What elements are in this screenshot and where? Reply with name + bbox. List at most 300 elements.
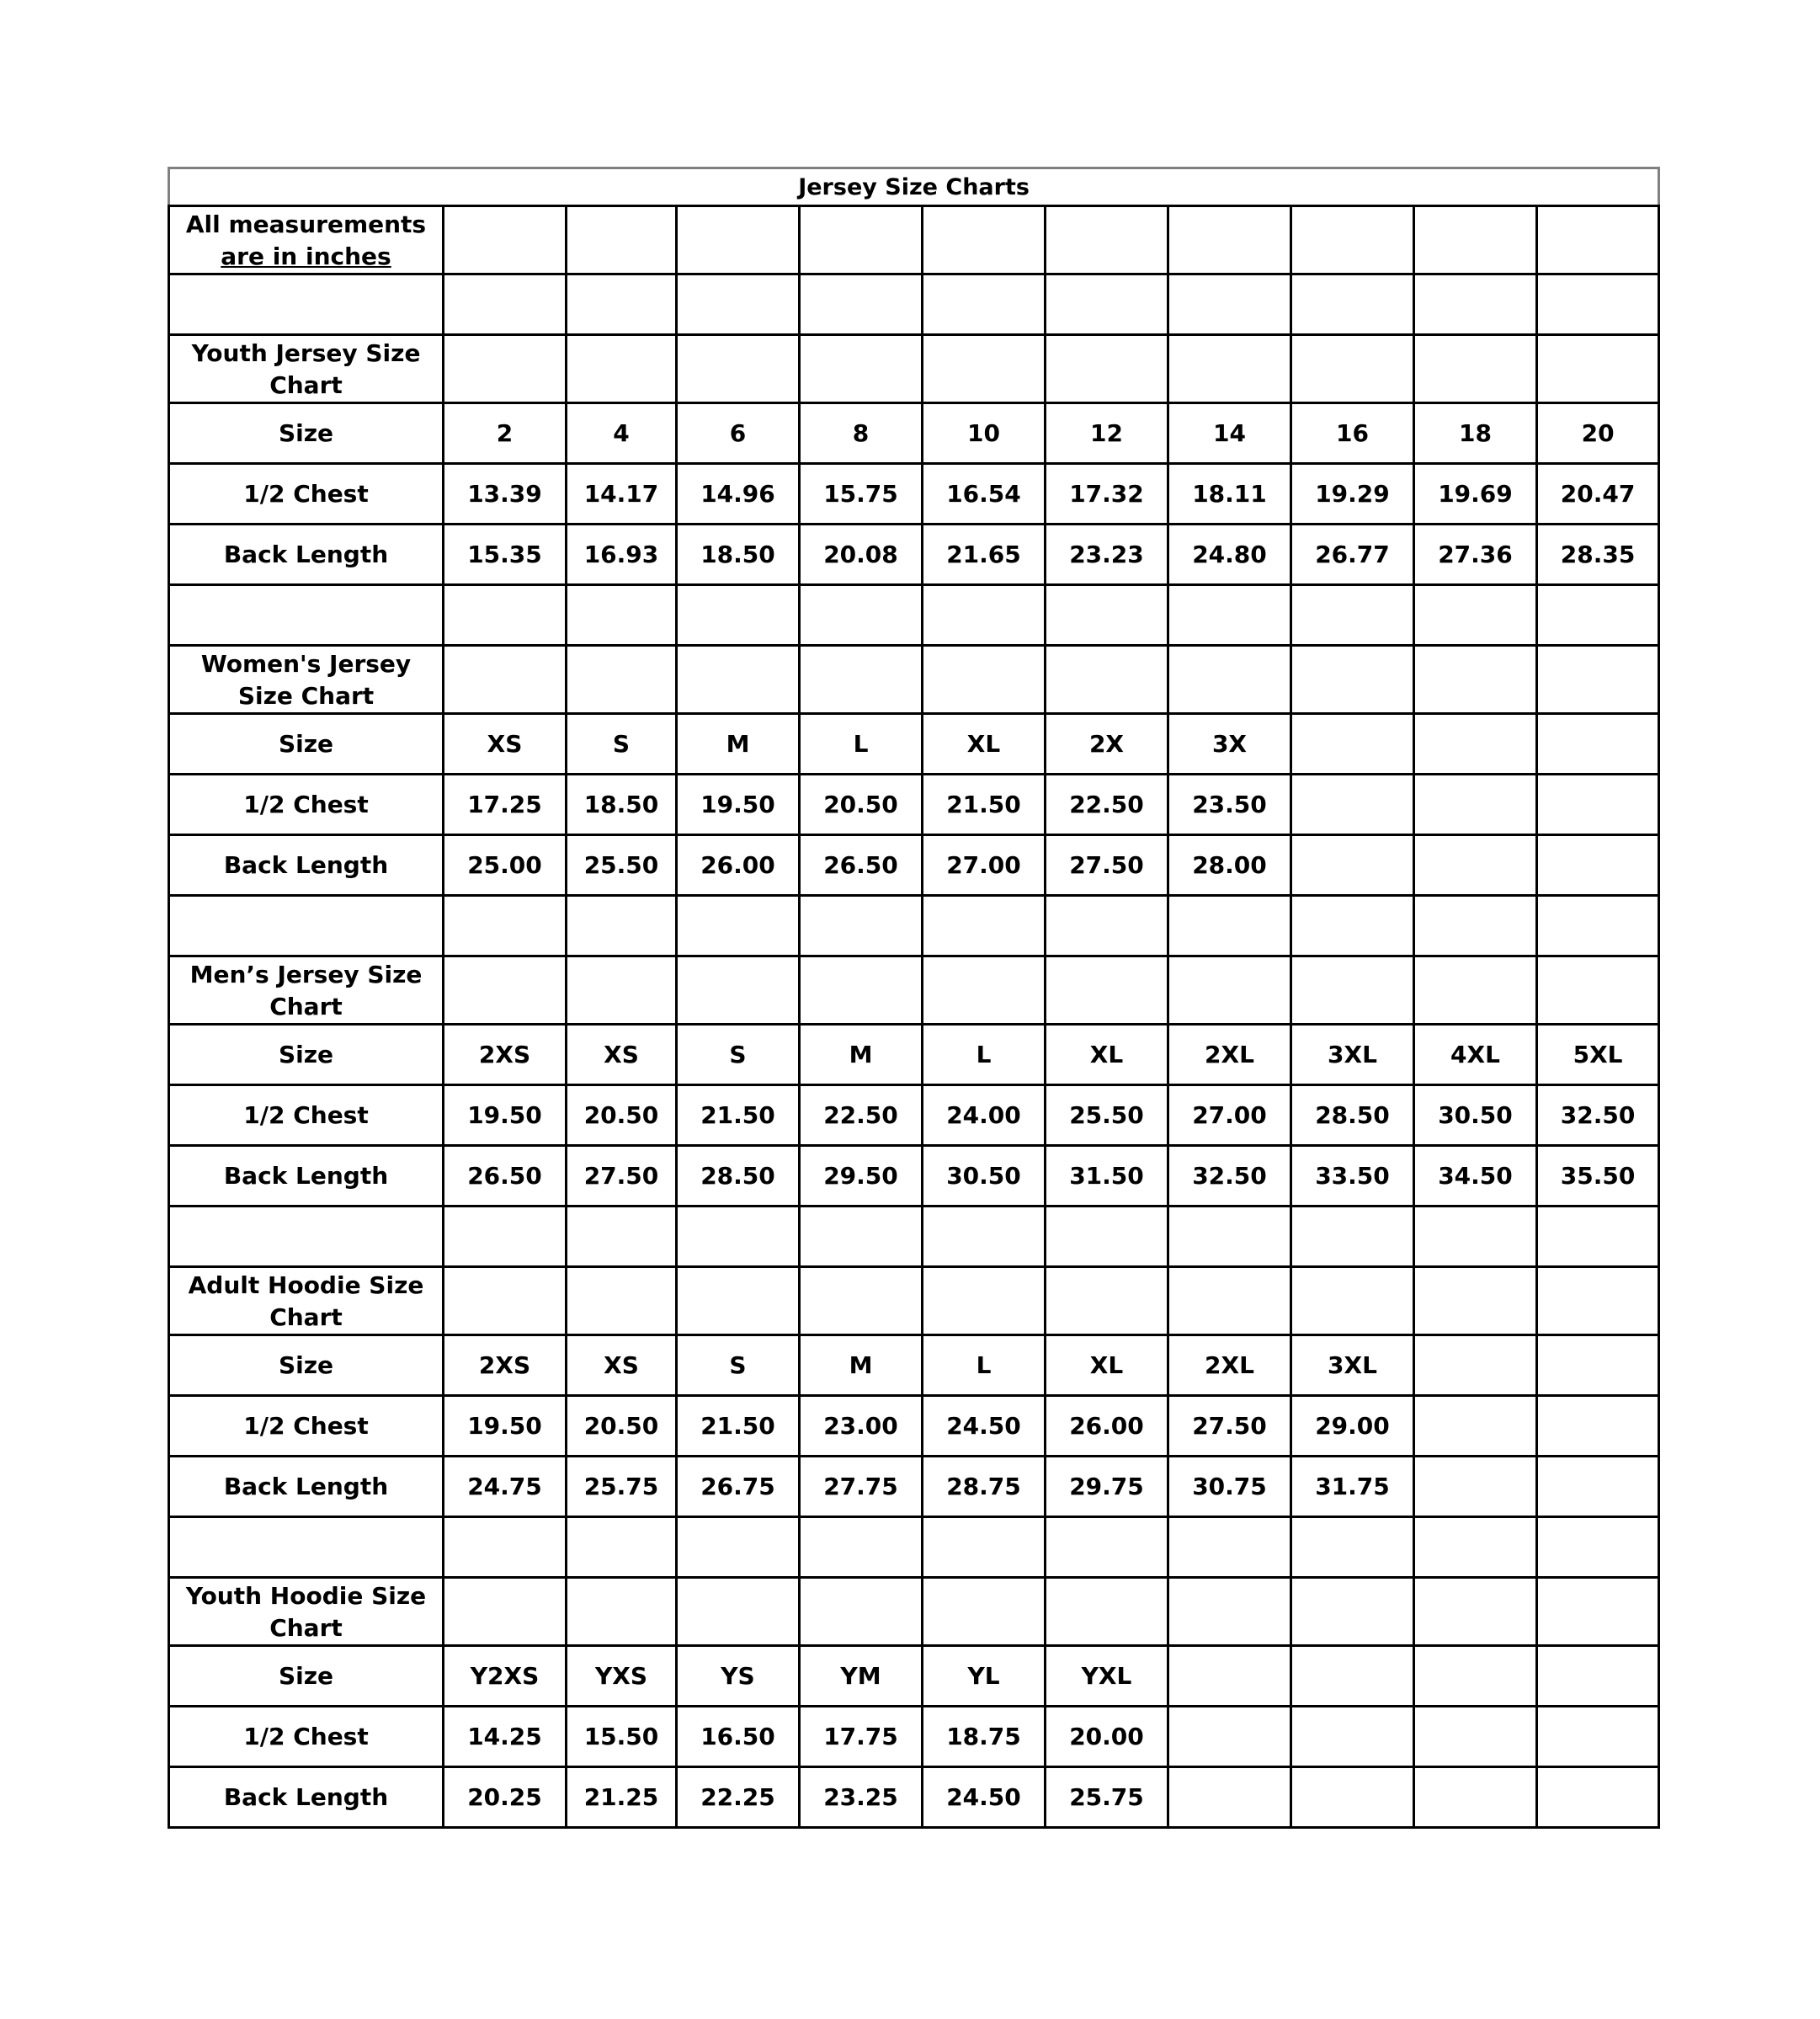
row-label: Back Length <box>169 1767 444 1828</box>
table-row <box>169 1335 1659 1396</box>
value-cell: M <box>677 714 800 775</box>
value-cell: 15.50 <box>567 1707 677 1767</box>
value-cell: 16 <box>1291 403 1414 464</box>
table-cell <box>1414 335 1537 403</box>
value-cell: 4XL <box>1414 1025 1537 1085</box>
table-cell <box>677 274 800 335</box>
table-cell <box>1291 1578 1414 1646</box>
measurement-note <box>169 206 444 274</box>
value-cell: XS <box>567 1335 677 1396</box>
value-cell <box>1414 1707 1537 1767</box>
table-cell <box>800 274 923 335</box>
value-cell: 26.50 <box>800 835 923 896</box>
value-cell: 15.75 <box>800 464 923 525</box>
value-cell: XL <box>923 714 1046 775</box>
value-cell <box>1291 1767 1414 1828</box>
table-cell <box>800 896 923 956</box>
table-cell <box>677 206 800 274</box>
value-cell: 18.50 <box>567 775 677 835</box>
value-cell: 13.39 <box>444 464 567 525</box>
value-cell <box>1414 1767 1537 1828</box>
value-cell: M <box>800 1025 923 1085</box>
section-heading-row <box>169 646 1659 714</box>
value-cell: 18.50 <box>677 525 800 585</box>
row-label-cell <box>169 585 444 646</box>
value-cell: 4 <box>567 403 677 464</box>
value-cell: 27.36 <box>1414 525 1537 585</box>
table-cell <box>1414 206 1537 274</box>
value-cell: 14.17 <box>567 464 677 525</box>
row-label: 1/2 Chest <box>169 1396 444 1457</box>
value-cell: 28.50 <box>1291 1085 1414 1146</box>
table-cell <box>1168 335 1291 403</box>
value-cell: 21.50 <box>677 1085 800 1146</box>
table-cell <box>567 956 677 1025</box>
value-cell: 20.50 <box>567 1085 677 1146</box>
value-cell: 2XS <box>444 1025 567 1085</box>
value-cell: 26.00 <box>677 835 800 896</box>
table-row <box>169 1646 1659 1707</box>
value-cell: 28.00 <box>1168 835 1291 896</box>
value-cell: 26.77 <box>1291 525 1414 585</box>
size-chart-table <box>168 167 1660 1829</box>
table-cell <box>677 1578 800 1646</box>
table-cell <box>1414 896 1537 956</box>
spacer-row <box>169 896 1659 956</box>
table-cell <box>1414 1578 1537 1646</box>
table-row <box>169 1085 1659 1146</box>
row-label-cell <box>169 274 444 335</box>
table-cell <box>567 1578 677 1646</box>
value-cell: 31.75 <box>1291 1457 1414 1517</box>
table-cell <box>1537 335 1659 403</box>
table-row <box>169 403 1659 464</box>
row-label: 1/2 Chest <box>169 775 444 835</box>
section-heading <box>169 335 444 403</box>
value-cell: 20.08 <box>800 525 923 585</box>
table-row <box>169 1146 1659 1207</box>
value-cell: 10 <box>923 403 1046 464</box>
table-cell <box>800 1517 923 1578</box>
value-cell: 26.50 <box>444 1146 567 1207</box>
table-row <box>169 464 1659 525</box>
table-cell <box>677 896 800 956</box>
table-cell <box>1537 1578 1659 1646</box>
table-cell <box>800 1207 923 1267</box>
spacer-row <box>169 585 1659 646</box>
value-cell: 31.50 <box>1046 1146 1168 1207</box>
table-cell <box>567 1207 677 1267</box>
value-cell: 16.93 <box>567 525 677 585</box>
table-cell <box>1537 1267 1659 1335</box>
value-cell <box>1537 1457 1659 1517</box>
value-cell: L <box>800 714 923 775</box>
value-cell: 21.50 <box>923 775 1046 835</box>
size-chart-body <box>169 168 1659 1828</box>
table-cell <box>677 585 800 646</box>
table-cell <box>444 1517 567 1578</box>
table-cell <box>567 274 677 335</box>
row-label: Back Length <box>169 1146 444 1207</box>
value-cell: YL <box>923 1646 1046 1707</box>
table-cell <box>444 896 567 956</box>
value-cell <box>1414 1646 1537 1707</box>
table-cell <box>1046 585 1168 646</box>
table-cell <box>1291 206 1414 274</box>
table-row <box>169 1457 1659 1517</box>
value-cell: 18 <box>1414 403 1537 464</box>
value-cell: 12 <box>1046 403 1168 464</box>
value-cell <box>1291 714 1414 775</box>
table-cell <box>1046 1517 1168 1578</box>
measurement-note-row <box>169 206 1659 274</box>
row-label-cell <box>169 1207 444 1267</box>
value-cell: 32.50 <box>1537 1085 1659 1146</box>
table-cell <box>1537 206 1659 274</box>
value-cell: 19.50 <box>444 1085 567 1146</box>
table-cell <box>1291 956 1414 1025</box>
value-cell: 3XL <box>1291 1025 1414 1085</box>
value-cell: 25.50 <box>567 835 677 896</box>
value-cell <box>1537 775 1659 835</box>
value-cell: 17.32 <box>1046 464 1168 525</box>
value-cell: XL <box>1046 1025 1168 1085</box>
value-cell: 19.50 <box>677 775 800 835</box>
section-heading <box>169 1578 444 1646</box>
table-cell <box>1168 1267 1291 1335</box>
value-cell: 22.50 <box>800 1085 923 1146</box>
table-cell <box>800 956 923 1025</box>
spacer-row <box>169 1517 1659 1578</box>
table-cell <box>444 956 567 1025</box>
table-cell <box>1046 1578 1168 1646</box>
row-label: Back Length <box>169 525 444 585</box>
value-cell: 20.25 <box>444 1767 567 1828</box>
section-heading-row <box>169 956 1659 1025</box>
value-cell: 34.50 <box>1414 1146 1537 1207</box>
table-cell <box>1291 1207 1414 1267</box>
table-cell <box>800 585 923 646</box>
row-label: 1/2 Chest <box>169 464 444 525</box>
value-cell: 19.69 <box>1414 464 1537 525</box>
row-label-cell <box>169 1517 444 1578</box>
table-row <box>169 1025 1659 1085</box>
value-cell <box>1291 835 1414 896</box>
value-cell: 16.54 <box>923 464 1046 525</box>
table-cell <box>444 646 567 714</box>
value-cell <box>1537 1335 1659 1396</box>
value-cell: S <box>677 1025 800 1085</box>
value-cell: L <box>923 1025 1046 1085</box>
table-cell <box>1537 1517 1659 1578</box>
value-cell <box>1414 1396 1537 1457</box>
value-cell: 20.47 <box>1537 464 1659 525</box>
chart-title: Jersey Size Charts <box>169 168 1659 206</box>
value-cell <box>1168 1646 1291 1707</box>
value-cell <box>1537 835 1659 896</box>
spacer-row <box>169 274 1659 335</box>
table-cell <box>923 206 1046 274</box>
row-label-cell <box>169 896 444 956</box>
spacer-row <box>169 1207 1659 1267</box>
row-label: 1/2 Chest <box>169 1707 444 1767</box>
table-cell <box>1168 1207 1291 1267</box>
value-cell: 2XS <box>444 1335 567 1396</box>
table-cell <box>444 1578 567 1646</box>
value-cell <box>1291 775 1414 835</box>
value-cell: 25.00 <box>444 835 567 896</box>
table-cell <box>923 1207 1046 1267</box>
value-cell: YXS <box>567 1646 677 1707</box>
value-cell: 2X <box>1046 714 1168 775</box>
table-cell <box>1291 896 1414 956</box>
table-cell <box>800 646 923 714</box>
value-cell: 26.75 <box>677 1457 800 1517</box>
table-cell <box>1168 585 1291 646</box>
value-cell: YXL <box>1046 1646 1168 1707</box>
value-cell: 25.50 <box>1046 1085 1168 1146</box>
value-cell: XS <box>567 1025 677 1085</box>
table-cell <box>923 1267 1046 1335</box>
table-cell <box>1537 274 1659 335</box>
table-cell <box>1414 956 1537 1025</box>
value-cell: 24.00 <box>923 1085 1046 1146</box>
table-cell <box>567 335 677 403</box>
table-cell <box>677 1207 800 1267</box>
value-cell: 23.23 <box>1046 525 1168 585</box>
table-cell <box>1046 335 1168 403</box>
value-cell <box>1291 1707 1414 1767</box>
table-row <box>169 525 1659 585</box>
section-heading <box>169 956 444 1025</box>
table-row <box>169 835 1659 896</box>
table-cell <box>1414 1267 1537 1335</box>
value-cell: 20.50 <box>800 775 923 835</box>
value-cell: 24.80 <box>1168 525 1291 585</box>
value-cell: S <box>567 714 677 775</box>
table-cell <box>1291 1267 1414 1335</box>
table-cell <box>1537 1207 1659 1267</box>
table-cell <box>1414 646 1537 714</box>
value-cell: 22.25 <box>677 1767 800 1828</box>
value-cell <box>1414 1335 1537 1396</box>
value-cell: 24.50 <box>923 1767 1046 1828</box>
section-heading-row <box>169 1267 1659 1335</box>
table-row <box>169 1767 1659 1828</box>
value-cell <box>1537 1646 1659 1707</box>
table-cell <box>567 646 677 714</box>
value-cell: 28.35 <box>1537 525 1659 585</box>
value-cell: 21.65 <box>923 525 1046 585</box>
title-row <box>169 168 1659 206</box>
value-cell: 23.00 <box>800 1396 923 1457</box>
value-cell: 19.29 <box>1291 464 1414 525</box>
table-cell <box>1168 896 1291 956</box>
value-cell: 33.50 <box>1291 1146 1414 1207</box>
value-cell <box>1537 1707 1659 1767</box>
table-cell <box>923 646 1046 714</box>
value-cell: 18.11 <box>1168 464 1291 525</box>
table-cell <box>444 1267 567 1335</box>
value-cell: XL <box>1046 1335 1168 1396</box>
table-cell <box>923 896 1046 956</box>
table-row <box>169 714 1659 775</box>
section-heading <box>169 646 444 714</box>
table-cell <box>923 335 1046 403</box>
value-cell: 2 <box>444 403 567 464</box>
table-cell <box>1414 1207 1537 1267</box>
value-cell: 14.96 <box>677 464 800 525</box>
row-label: Size <box>169 1646 444 1707</box>
table-cell <box>923 274 1046 335</box>
value-cell: 23.50 <box>1168 775 1291 835</box>
table-cell <box>923 1517 1046 1578</box>
value-cell: 21.50 <box>677 1396 800 1457</box>
table-cell <box>567 206 677 274</box>
row-label: Size <box>169 714 444 775</box>
table-cell <box>1291 274 1414 335</box>
table-cell <box>800 1578 923 1646</box>
value-cell: 2XL <box>1168 1335 1291 1396</box>
value-cell: 20 <box>1537 403 1659 464</box>
table-cell <box>1414 274 1537 335</box>
row-label: Size <box>169 1025 444 1085</box>
value-cell: 20.50 <box>567 1396 677 1457</box>
table-cell <box>1168 1517 1291 1578</box>
label-line-2: are in inches <box>221 242 391 270</box>
value-cell: 28.75 <box>923 1457 1046 1517</box>
table-cell <box>567 1267 677 1335</box>
label-line-1: Women's Jersey <box>200 650 412 678</box>
table-cell <box>1414 1517 1537 1578</box>
table-cell <box>444 335 567 403</box>
value-cell: 29.00 <box>1291 1396 1414 1457</box>
table-cell <box>1046 274 1168 335</box>
value-cell: YM <box>800 1646 923 1707</box>
value-cell <box>1414 775 1537 835</box>
value-cell: 18.75 <box>923 1707 1046 1767</box>
value-cell: 27.50 <box>1046 835 1168 896</box>
table-cell <box>567 896 677 956</box>
value-cell: 16.50 <box>677 1707 800 1767</box>
label-line-1: Adult Hoodie Size <box>188 1271 424 1299</box>
label-line-2: Size Chart <box>237 682 375 710</box>
label-line-2: Chart <box>269 1303 343 1331</box>
table-cell <box>677 646 800 714</box>
table-cell <box>1291 1517 1414 1578</box>
value-cell: 23.25 <box>800 1767 923 1828</box>
value-cell: 28.50 <box>677 1146 800 1207</box>
value-cell: 30.75 <box>1168 1457 1291 1517</box>
table-cell <box>1537 956 1659 1025</box>
value-cell: 35.50 <box>1537 1146 1659 1207</box>
value-cell: 25.75 <box>567 1457 677 1517</box>
value-cell: 15.35 <box>444 525 567 585</box>
table-cell <box>923 585 1046 646</box>
table-cell <box>923 1578 1046 1646</box>
table-cell <box>444 585 567 646</box>
label-line-1: Men’s Jersey Size <box>189 961 423 988</box>
label-line-2: Chart <box>269 1614 343 1642</box>
table-cell <box>677 956 800 1025</box>
table-cell <box>677 335 800 403</box>
row-label: Size <box>169 1335 444 1396</box>
row-label: Back Length <box>169 835 444 896</box>
row-label: Back Length <box>169 1457 444 1517</box>
value-cell: 20.00 <box>1046 1707 1168 1767</box>
value-cell: 22.50 <box>1046 775 1168 835</box>
table-cell <box>444 206 567 274</box>
value-cell <box>1414 835 1537 896</box>
label-line-1: Youth Jersey Size <box>191 339 421 367</box>
table-cell <box>1168 956 1291 1025</box>
table-cell <box>567 585 677 646</box>
table-cell <box>1537 646 1659 714</box>
value-cell: 3XL <box>1291 1335 1414 1396</box>
value-cell: 26.00 <box>1046 1396 1168 1457</box>
table-cell <box>444 274 567 335</box>
table-cell <box>1046 1267 1168 1335</box>
table-cell <box>1168 646 1291 714</box>
value-cell <box>1537 1396 1659 1457</box>
label-line-1: Youth Hoodie Size <box>185 1582 427 1610</box>
row-label: Size <box>169 403 444 464</box>
table-cell <box>1414 585 1537 646</box>
value-cell: 19.50 <box>444 1396 567 1457</box>
table-cell <box>1046 646 1168 714</box>
value-cell: 17.75 <box>800 1707 923 1767</box>
table-cell <box>1291 335 1414 403</box>
section-heading-row <box>169 335 1659 403</box>
value-cell: S <box>677 1335 800 1396</box>
label-line-2: Chart <box>269 371 343 399</box>
value-cell: 25.75 <box>1046 1767 1168 1828</box>
value-cell: 27.75 <box>800 1457 923 1517</box>
value-cell: Y2XS <box>444 1646 567 1707</box>
value-cell: XS <box>444 714 567 775</box>
value-cell: 8 <box>800 403 923 464</box>
value-cell: 21.25 <box>567 1767 677 1828</box>
table-cell <box>1168 274 1291 335</box>
value-cell <box>1168 1707 1291 1767</box>
table-cell <box>1291 646 1414 714</box>
table-cell <box>567 1517 677 1578</box>
value-cell <box>1291 1646 1414 1707</box>
table-cell <box>1291 585 1414 646</box>
value-cell: 14 <box>1168 403 1291 464</box>
label-line-2: Chart <box>269 993 343 1020</box>
value-cell: L <box>923 1335 1046 1396</box>
table-row <box>169 1707 1659 1767</box>
value-cell: 30.50 <box>1414 1085 1537 1146</box>
section-heading <box>169 1267 444 1335</box>
table-cell <box>1046 1207 1168 1267</box>
value-cell: YS <box>677 1646 800 1707</box>
table-cell <box>444 1207 567 1267</box>
value-cell: 27.00 <box>1168 1085 1291 1146</box>
value-cell: 3X <box>1168 714 1291 775</box>
label-line-1: All measurements <box>185 210 427 238</box>
table-cell <box>800 1267 923 1335</box>
row-label: 1/2 Chest <box>169 1085 444 1146</box>
value-cell: M <box>800 1335 923 1396</box>
value-cell <box>1414 1457 1537 1517</box>
table-cell <box>1168 206 1291 274</box>
value-cell: 5XL <box>1537 1025 1659 1085</box>
table-cell <box>1046 206 1168 274</box>
value-cell: 32.50 <box>1168 1146 1291 1207</box>
value-cell <box>1414 714 1537 775</box>
